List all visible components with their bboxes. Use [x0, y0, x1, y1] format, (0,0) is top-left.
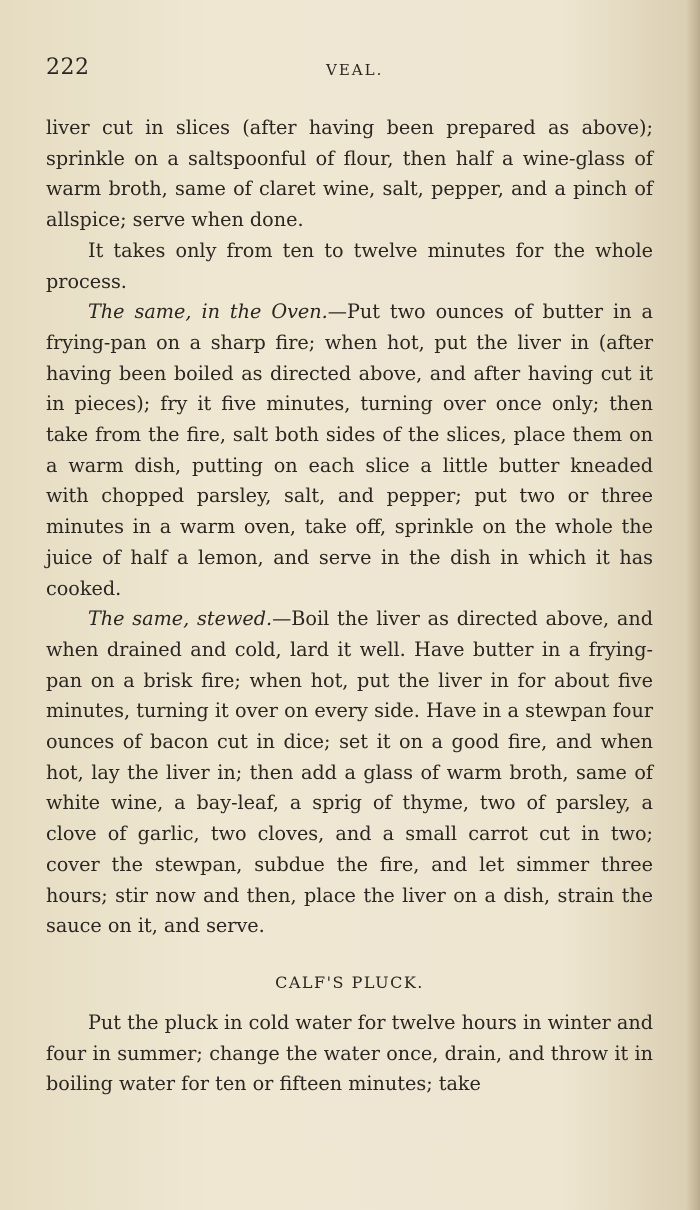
recipe-variant-title: The same, in the Oven.: [88, 300, 328, 324]
paragraph-text: liver cut in slices (after having been prepared as above); sprinkle on a saltspoonful of flour, then half a wine-glass of warm broth, same of claret wine, salt, pepper, and a pinch of allspice; serve when done.: [46, 116, 653, 232]
paragraph-text: —Boil the liver as directed above, and when drained and cold, lard it well. Have butter in a frying-pan on a brisk fire; when hot, put the liver in for about five minutes, turning it over on every side. Have in a stewpan four ounces of bacon cut in dice; set it on a good fire, and when hot, lay the liver in; then add a glass of warm broth, same of white wine, a bay-leaf, a sprig of thyme, two of parsley, a clove of garlic, two cloves, and a small carrot cut in two; cover the stewpan, subdue the fire, and let simmer three hours; stir now and then, place the liver on a dish, strain the sauce on it, and serve.: [46, 607, 654, 938]
paragraph-text: Put the pluck in cold water for twelve hours in winter and four in summer; change the water once, drain, and throw it in boiling water for ten or fifteen minutes; take: [46, 1010, 653, 1096]
body-text: [46, 113, 653, 1100]
page-header: [46, 55, 652, 87]
paragraph-continuation: [46, 113, 653, 236]
paragraph-text: —Put two ounces of butter in a frying-pan on a sharp fire; when hot, put the liver in (after having been boiled as directed above, and after having cut it in pieces); fry it five minutes, turning over once only; then take from the fire, salt both sides of the slices, place them on a warm dish, putting on each slice a little butter kneaded with chopped parsley, salt, and pepper; put two or three minutes in a warm oven, take off, sprinkle on the whole the juice of half a lemon, and serve in the dish in which it has cooked.: [46, 300, 653, 600]
paragraph-timing: [46, 236, 653, 297]
paragraph-calfs-pluck: [46, 1008, 653, 1100]
running-head: VEAL.: [326, 61, 384, 79]
section-heading: CALF'S PLUCK.: [275, 972, 424, 992]
recipe-variant-title: The same, stewed.: [88, 607, 273, 631]
page-number: 222: [46, 55, 90, 80]
paragraph-text: It takes only from ten to twelve minutes for the whole process.: [46, 238, 653, 293]
paragraph-stewed: [46, 604, 653, 942]
paragraph-oven: [46, 297, 653, 604]
